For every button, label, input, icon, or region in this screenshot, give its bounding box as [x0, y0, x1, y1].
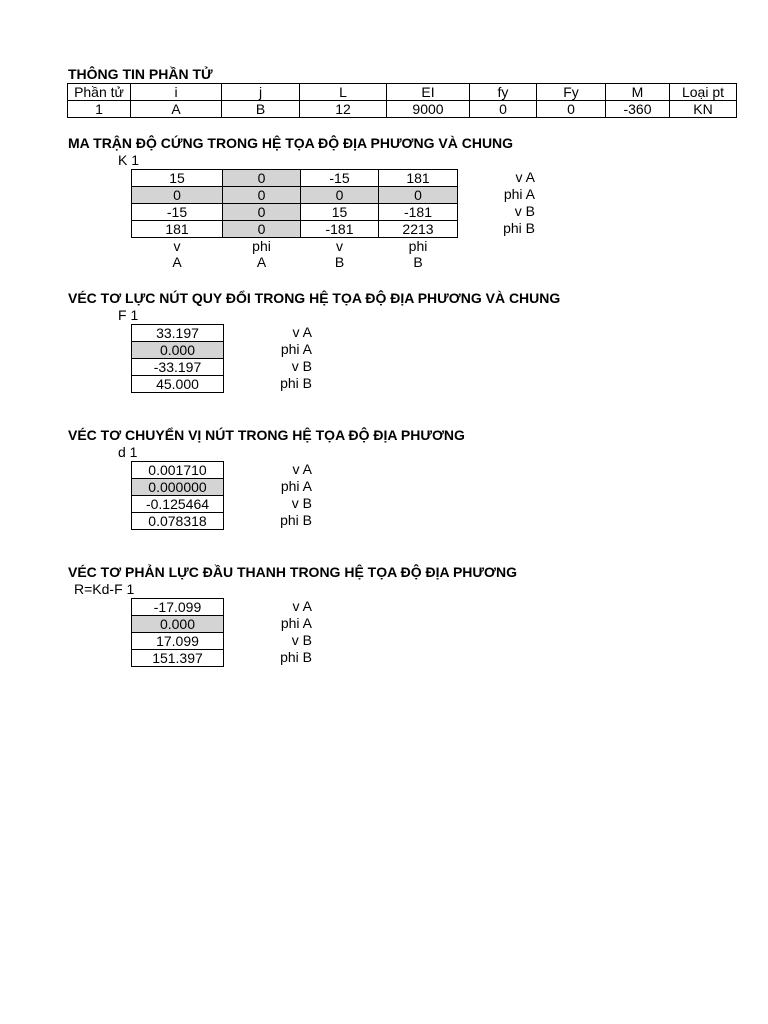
data-cell: A	[131, 101, 222, 118]
col-label-dof: v	[173, 238, 181, 254]
vector-cell: 0.000	[132, 342, 224, 359]
col-label-node: A	[256, 254, 267, 270]
vector-row	[132, 496, 224, 513]
matrix-cell: 15	[301, 204, 379, 221]
matrix-row	[132, 221, 458, 238]
matrix-cell: -15	[301, 170, 379, 187]
col-label-node: B	[334, 254, 345, 270]
displacement-label: d 1	[118, 444, 138, 460]
col-label-dof: phi	[408, 238, 428, 254]
matrix-col-dof-row	[132, 238, 458, 255]
vector-cell: -17.099	[132, 599, 224, 616]
vector-row	[132, 633, 224, 650]
row-label: phi B	[503, 220, 535, 236]
row-label: phi B	[280, 375, 312, 391]
row-label: v B	[514, 203, 535, 219]
matrix-row	[132, 187, 458, 204]
vector-row	[132, 650, 224, 667]
vector-row	[132, 513, 224, 530]
data-cell: 0	[537, 101, 606, 118]
row-label: v B	[291, 632, 312, 648]
header-cell: i	[131, 84, 222, 101]
vector-cell: -33.197	[132, 359, 224, 376]
row-label: v A	[292, 324, 312, 340]
vector-cell: 45.000	[132, 376, 224, 393]
row-label: phi A	[280, 615, 312, 631]
col-label-dof: v	[336, 238, 343, 254]
stiffness-label: K 1	[118, 152, 140, 168]
matrix-cell: 2213	[379, 221, 458, 238]
header-cell: M	[606, 84, 670, 101]
stiffness-title: MA TRẬN ĐỘ CỨNG TRONG HỆ TỌA ĐỘ ĐỊA PHƯƠNG VÀ CHUNG	[68, 135, 514, 151]
matrix-cell: -15	[132, 204, 223, 221]
vector-cell: 17.099	[132, 633, 224, 650]
row-label: v B	[291, 358, 312, 374]
vector-row	[132, 342, 224, 359]
matrix-cell: 181	[132, 221, 223, 238]
matrix-cell: -181	[379, 204, 458, 221]
data-cell: 1	[68, 101, 131, 118]
data-cell: B	[222, 101, 300, 118]
header-cell: fy	[470, 84, 537, 101]
matrix-cell: 15	[132, 170, 223, 187]
vector-row	[132, 376, 224, 393]
data-cell: 0	[470, 101, 537, 118]
matrix-cell: 0	[223, 204, 301, 221]
matrix-cell: -181	[301, 221, 379, 238]
header-cell: Phần tử	[68, 84, 131, 101]
row-label: phi A	[503, 186, 535, 202]
header-cell: Loại pt	[670, 84, 737, 101]
matrix-cell: 0	[223, 221, 301, 238]
matrix-cell: 0	[301, 187, 379, 204]
matrix-cell: 181	[379, 170, 458, 187]
matrix-cell: 0	[132, 187, 223, 204]
col-label-dof: phi	[252, 238, 271, 254]
force-label: F 1	[118, 307, 139, 323]
matrix-row	[132, 204, 458, 221]
row-label: v A	[515, 169, 535, 185]
row-label: phi B	[280, 512, 312, 528]
header-cell: Fy	[537, 84, 606, 101]
element-info-header-row	[68, 84, 737, 101]
row-label: phi A	[280, 478, 312, 494]
vector-row	[132, 616, 224, 633]
vector-cell: -0.125464	[132, 496, 224, 513]
matrix-cell: 0	[223, 187, 301, 204]
row-label: v B	[291, 495, 312, 511]
element-info-title: THÔNG TIN PHẦN TỬ	[68, 66, 213, 82]
vector-row	[132, 462, 224, 479]
matrix-col-node-row	[132, 254, 458, 270]
vector-cell: 0.000000	[132, 479, 224, 496]
vector-row	[132, 359, 224, 376]
force-vector-table	[131, 324, 224, 393]
vector-row	[132, 599, 224, 616]
row-label: v A	[292, 461, 312, 477]
col-label-node: B	[413, 254, 423, 270]
row-label: phi A	[280, 341, 312, 357]
element-info-table	[67, 83, 737, 118]
header-cell: j	[222, 84, 300, 101]
force-title: VÉC TƠ LỰC NÚT QUY ĐỔI TRONG HỆ TỌA ĐỘ ĐỊA PHƯƠNG VÀ CHUNG	[68, 290, 561, 306]
header-cell: EI	[387, 84, 470, 101]
matrix-row	[132, 170, 458, 187]
vector-cell: 0.000	[132, 616, 224, 633]
data-cell: -360	[606, 101, 670, 118]
matrix-cell: 0	[223, 170, 301, 187]
matrix-cell: 0	[379, 187, 458, 204]
displacement-title: VÉC TƠ CHUYỂN VỊ NÚT TRONG HỆ TỌA ĐỘ ĐỊA PHƯƠNG	[68, 427, 465, 443]
reaction-label: R=Kd-F 1	[74, 581, 135, 597]
reaction-title: VÉC TƠ PHẢN LỰC ĐẦU THANH TRONG HỆ TỌA ĐỘ ĐỊA PHƯƠNG	[68, 564, 517, 580]
reaction-vector-table	[131, 598, 224, 667]
data-cell: KN	[670, 101, 737, 118]
displacement-vector-table	[131, 461, 224, 530]
row-label: phi B	[280, 649, 312, 665]
data-cell: 12	[300, 101, 387, 118]
data-cell: 9000	[387, 101, 470, 118]
element-info-data-row	[68, 101, 737, 118]
row-label: v A	[292, 598, 312, 614]
vector-row	[132, 479, 224, 496]
vector-cell: 0.001710	[132, 462, 224, 479]
stiffness-matrix	[131, 169, 458, 270]
header-cell: L	[300, 84, 387, 101]
vector-cell: 151.397	[132, 650, 224, 667]
vector-cell: 33.197	[132, 325, 224, 342]
vector-cell: 0.078318	[132, 513, 224, 530]
col-label-node: A	[172, 254, 182, 270]
vector-row	[132, 325, 224, 342]
